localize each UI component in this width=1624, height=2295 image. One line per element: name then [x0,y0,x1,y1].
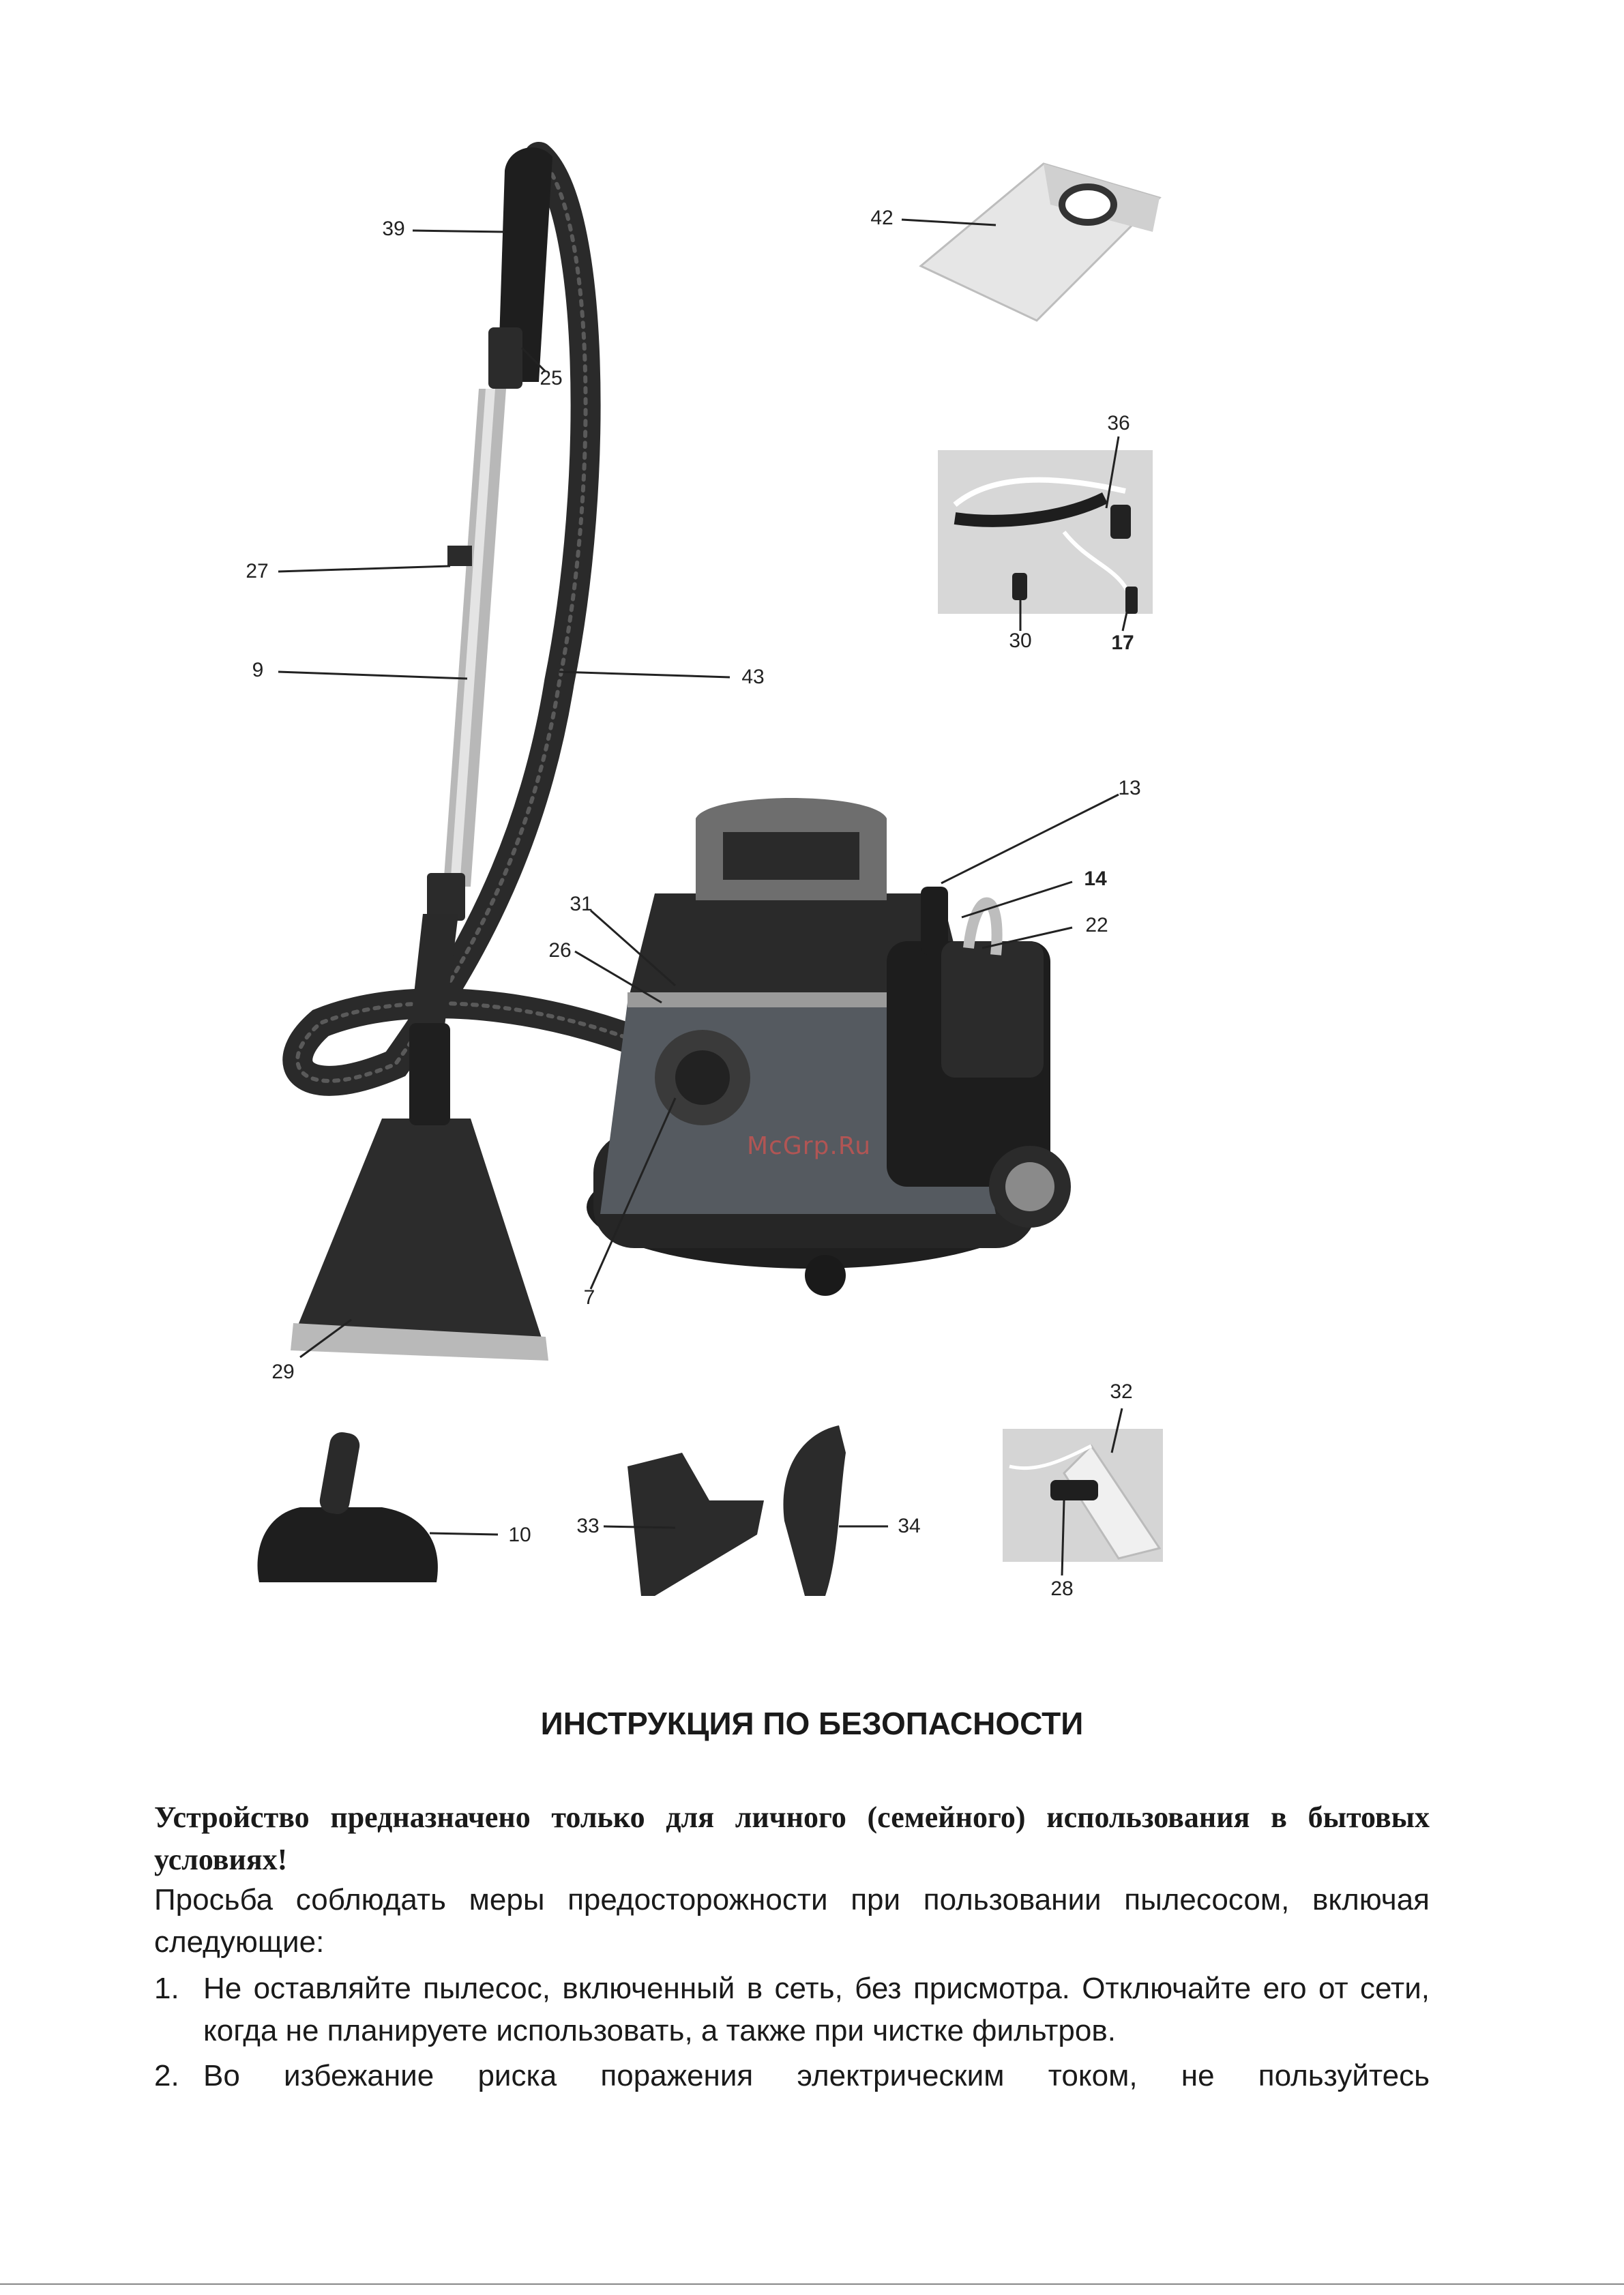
hose [297,157,689,1081]
wide-crevice-nozzle [628,1453,764,1596]
callout-17: 17 [1111,632,1134,654]
callout-13: 13 [1118,777,1141,799]
list-item-number: 2. [154,2059,179,2092]
list-item [154,2055,1430,2097]
list-item [154,1968,1430,2052]
callout-10: 10 [508,1524,531,1546]
spray-accessory-photo [938,450,1153,614]
lead-paragraph: Устройство предназначено только для личного (семейного) использования в бытовых условиях! [154,1801,1430,1876]
callout-7: 7 [583,1286,595,1309]
callout-22: 22 [1085,914,1108,936]
list-item-text: Во избежание риска поражения электрическим током, не пользуйтесь [203,2059,1430,2092]
section-heading: ИНСТРУКЦИЯ ПО БЕЗОПАСНОСТИ [540,1706,1084,1741]
callout-9: 9 [252,659,264,681]
callout-42: 42 [870,207,894,229]
callout-39: 39 [382,218,405,240]
callout-36: 36 [1107,412,1130,434]
grip-connector [488,327,522,389]
callout-32: 32 [1110,1380,1133,1403]
intro-paragraph: Просьба соблюдать меры предосторожности при пользовании пылесосом, включая следующие: [154,1883,1430,1959]
floor-nozzle [258,1430,438,1582]
callout-27: 27 [246,560,269,582]
callout-30: 30 [1009,630,1032,652]
dust-bag [921,164,1160,321]
safety-list [154,1968,1430,2100]
list-item-text: Не оставляйте пылесос, включенный в сеть, без присмотра. Отключайте его от сети, когда не планируете использовать, а также при чистке фильтров. [203,1972,1430,2047]
list-item-number: 1. [154,1972,179,2005]
narrow-crevice-nozzle [783,1425,846,1596]
upholstery-accessory-photo [1003,1429,1163,1562]
callout-25: 25 [540,367,563,389]
callout-31: 31 [570,893,593,915]
watermark: McGrp.Ru [747,1132,872,1160]
callout-26: 26 [548,939,572,962]
callout-33: 33 [576,1515,600,1537]
bottom-rule [0,2283,1624,2285]
callout-28: 28 [1050,1578,1074,1600]
callout-34: 34 [898,1515,921,1537]
callout-14: 14 [1084,868,1107,890]
callout-43: 43 [741,666,765,688]
callout-29: 29 [271,1361,295,1383]
vacuum-body [587,798,1071,1296]
